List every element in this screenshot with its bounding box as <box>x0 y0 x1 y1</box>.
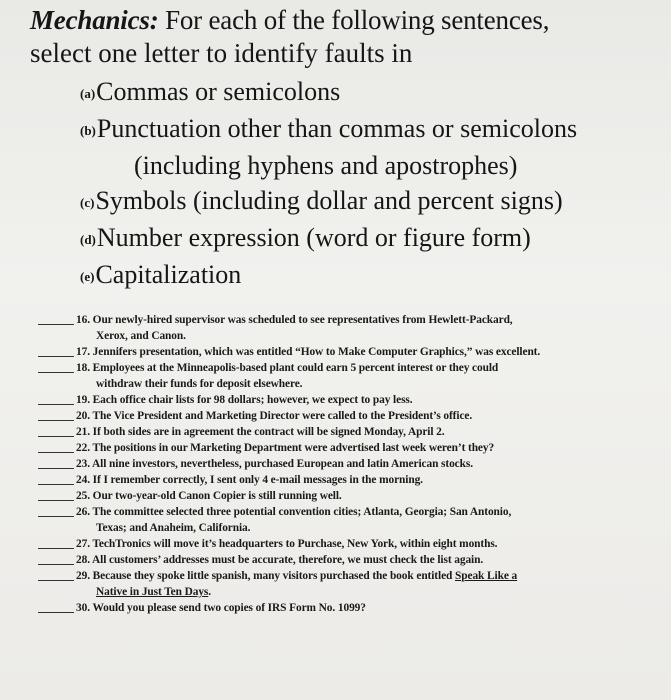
question-28: 28. All customers’ addresses must be accurate, therefore, we must check the list again. <box>0 552 671 568</box>
question-29: 29. Because they spoke little spanish, many visitors purchased the book entitled Speak Like a Native in Just Ten Days. <box>0 568 671 600</box>
question-25: 25. Our two-year-old Canon Copier is still running well. <box>0 488 671 504</box>
answer-blank[interactable] <box>38 564 74 565</box>
instruction-line: select one letter to identify faults in <box>30 38 413 68</box>
question-27: 27. TechTronics will move it’s headquarters to Purchase, New York, within eight months. <box>0 536 671 552</box>
answer-blank[interactable] <box>38 452 74 453</box>
answer-blank[interactable] <box>38 484 74 485</box>
title-line <box>30 4 660 36</box>
question-16: 16. Our newly-hired supervisor was scheduled to see representatives from Hewlett-Packard, Xerox, and Canon. <box>0 312 671 344</box>
option-b: (b)Punctuation other than commas or semicolons <box>80 114 578 143</box>
book-title-cont: Native in Just Ten Days <box>96 586 209 598</box>
answer-blank[interactable] <box>38 372 74 373</box>
option-b-continued: (including hyphens and apostrophes) <box>134 151 518 180</box>
question-24: 24. If I remember correctly, I sent only 4 e-mail messages in the morning. <box>0 472 671 488</box>
answer-blank[interactable] <box>38 404 74 405</box>
answer-blank[interactable] <box>38 436 74 437</box>
question-22: 22. The positions in our Marketing Department were advertised last week weren’t they? <box>0 440 671 456</box>
question-21: 21. If both sides are in agreement the contract will be signed Monday, April 2. <box>0 424 671 440</box>
question-list <box>0 312 671 616</box>
title-text: For each of the following sentences, <box>165 5 550 35</box>
answer-blank[interactable] <box>38 580 74 581</box>
question-30: 30. Would you please send two copies of IRS Form No. 1099? <box>0 600 671 616</box>
option-d: (d)Number expression (word or figure form) <box>80 223 531 252</box>
question-26: 26. The committee selected three potential convention cities; Atlanta, Georgia; San Antonio, Texas; and Anaheim, California. <box>0 504 671 536</box>
answer-blank[interactable] <box>38 356 74 357</box>
question-23: 23. All nine investors, nevertheless, purchased European and latin American stocks. <box>0 456 671 472</box>
option-a: (a)Commas or semicolons <box>80 77 341 106</box>
question-19: 19. Each office chair lists for 98 dollars; however, we expect to pay less. <box>0 392 671 408</box>
fault-options <box>80 74 670 294</box>
option-c: (c)Symbols (including dollar and percent signs) <box>80 186 563 215</box>
answer-blank[interactable] <box>38 516 74 517</box>
option-e: (e)Capitalization <box>80 260 242 289</box>
answer-blank[interactable] <box>38 612 74 613</box>
book-title: Speak Like a <box>455 570 518 582</box>
answer-blank[interactable] <box>38 324 74 325</box>
answer-blank[interactable] <box>38 468 74 469</box>
section-label: Mechanics: <box>30 5 159 35</box>
question-17: 17. Jennifers presentation, which was entitled “How to Make Computer Graphics,” was excellent. <box>0 344 671 360</box>
question-18: 18. Employees at the Minneapolis-based plant could earn 5 percent interest or they could withdraw their funds for deposit elsewhere. <box>0 360 671 392</box>
answer-blank[interactable] <box>38 420 74 421</box>
instructions-header <box>30 4 660 70</box>
answer-blank[interactable] <box>38 500 74 501</box>
question-20: 20. The Vice President and Marketing Director were called to the President’s office. <box>0 408 671 424</box>
answer-blank[interactable] <box>38 548 74 549</box>
